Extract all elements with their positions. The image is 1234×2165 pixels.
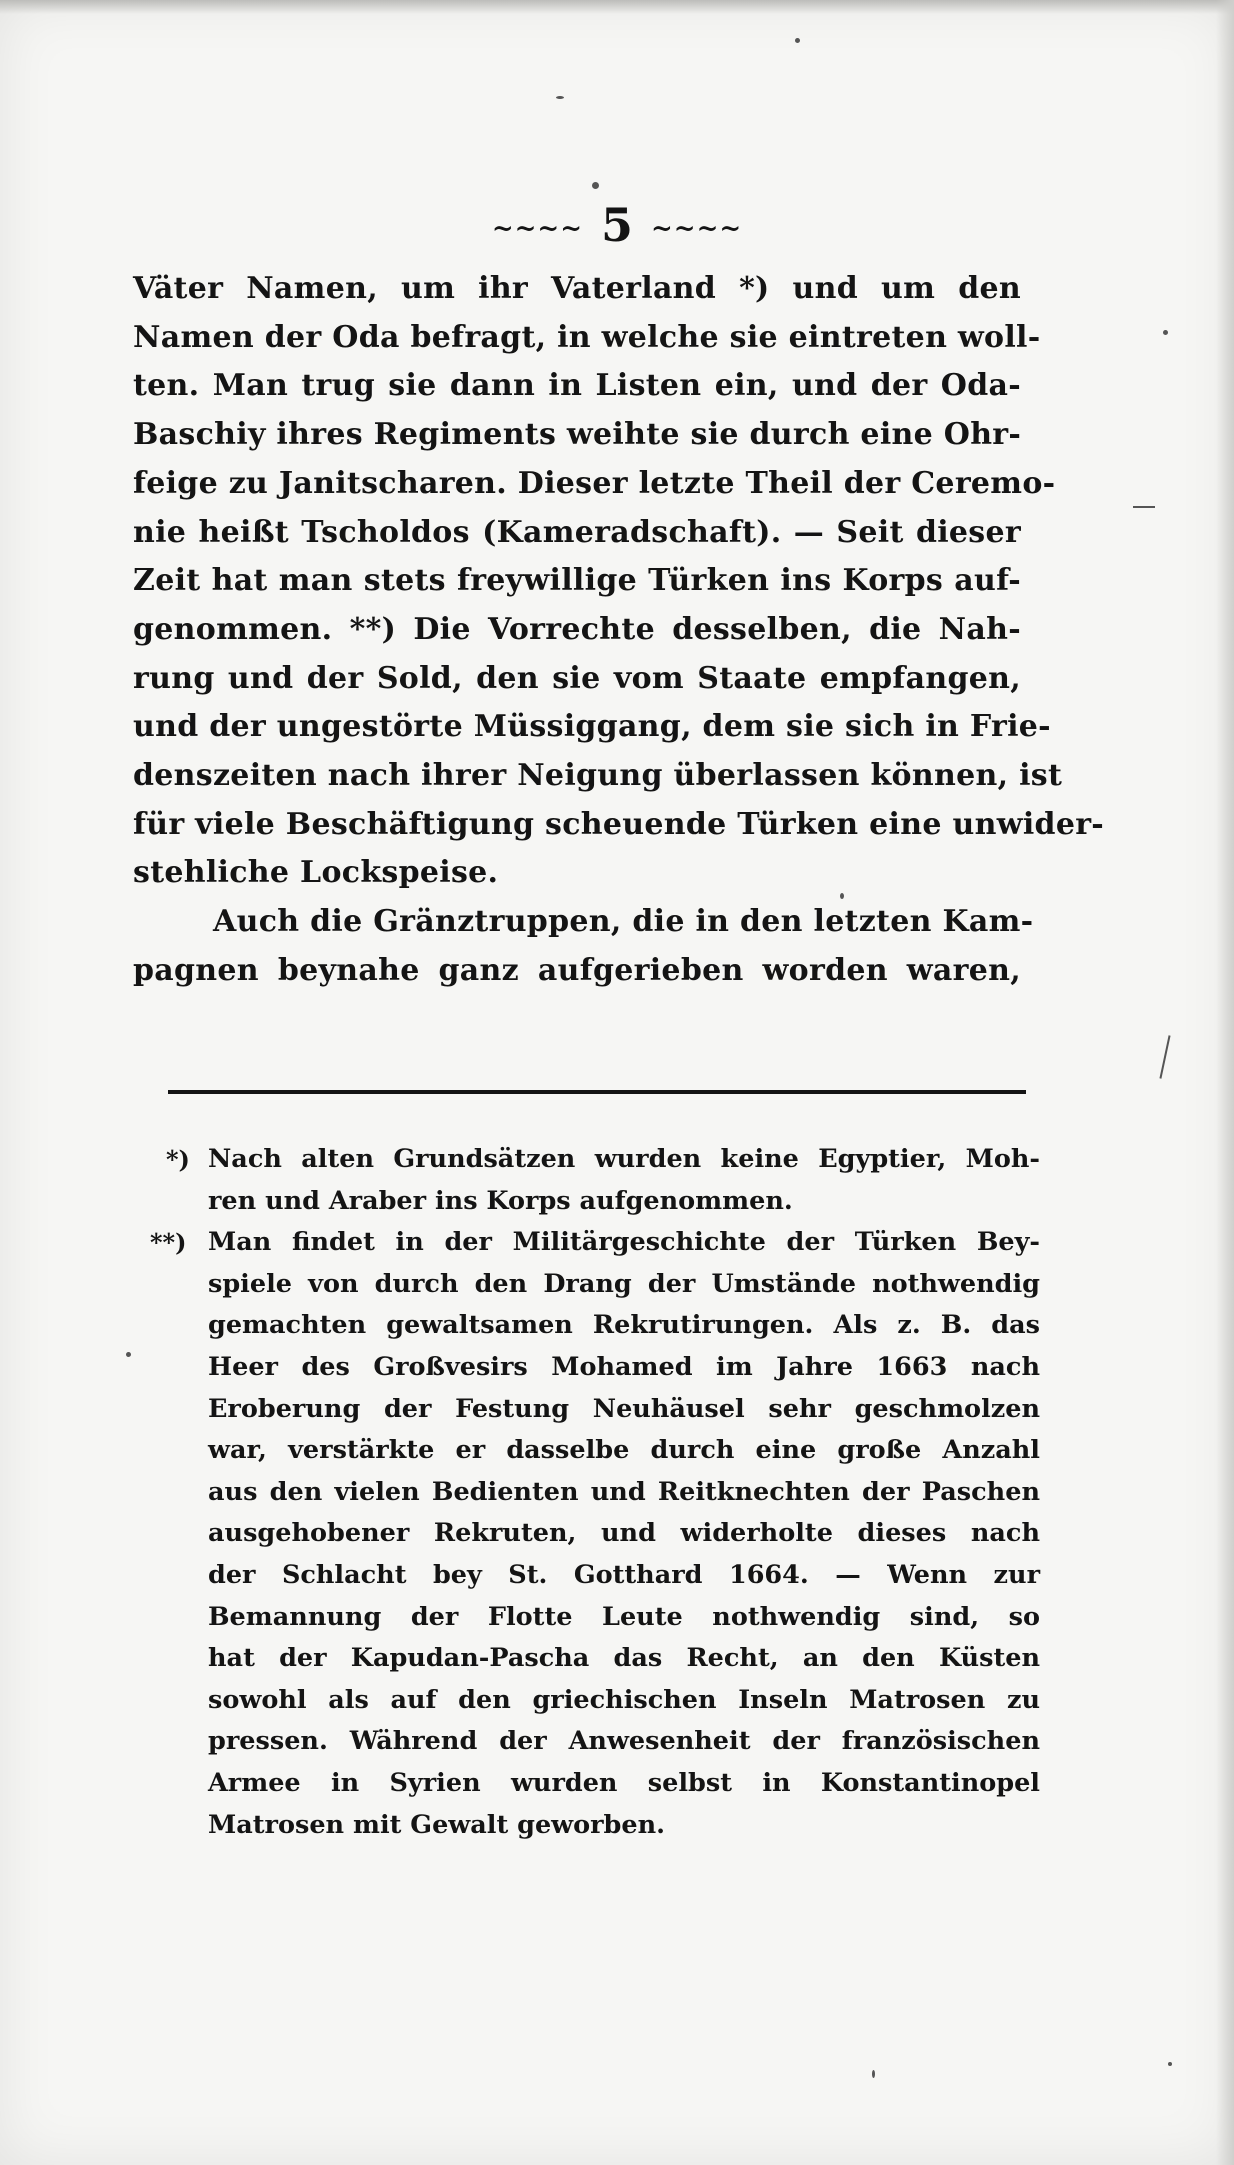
scan-speck — [795, 38, 800, 43]
main-text — [133, 265, 1105, 996]
footnote-line: Eroberung der Festung Neuhäusel sehr geschmolzen — [208, 1393, 1040, 1424]
footnotes — [150, 1139, 1040, 1846]
scan-speck — [1168, 2062, 1172, 2066]
footnote-line: Matrosen mit Gewalt geworben. — [208, 1809, 666, 1840]
scan-speck — [1159, 1035, 1170, 1078]
page-right-edge — [1216, 0, 1234, 2165]
scan-speck — [1163, 330, 1168, 335]
footnote-line: Bemannung der Flotte Leute nothwendig sind, so — [208, 1601, 1040, 1632]
footnote-line: sowohl als auf den griechischen Inseln Matrosen zu — [208, 1684, 1040, 1715]
text-line: nie heißt Tscholdos (Kameradschaft). — Seit dieser — [133, 514, 1021, 550]
footnote-line: hat der Kapudan-Pascha das Recht, an den Küsten — [208, 1643, 1040, 1674]
scan-speck — [840, 893, 844, 899]
text-line: Auch die Gränztruppen, die in den letzten Kam- — [213, 904, 1034, 940]
footnote-line: Nach alten Grundsätzen wurden keine Egyptier, Moh- — [208, 1144, 1040, 1174]
scan-speck — [872, 2070, 875, 2078]
scan-speck — [1133, 506, 1155, 508]
footnote-separator — [168, 1090, 1026, 1094]
footnote-line: Man findet in der Militärgeschichte der Türken Bey- — [208, 1227, 1040, 1258]
footnote-line: aus den vielen Bedienten und Reitknechten der Paschen — [208, 1476, 1040, 1507]
scan-speck — [126, 1352, 131, 1357]
text-line: Namen der Oda befragt, in welche sie eintreten woll- — [133, 319, 1041, 355]
footnote-line: gemachten gewaltsamen Rekrutirungen. Als z. B. das — [208, 1310, 1040, 1341]
text-line: ten. Man trug sie dann in Listen ein, und der Oda- — [133, 368, 1021, 404]
text-line: stehliche Lockspeise. — [133, 855, 499, 891]
footnote-line: ausgehobener Rekruten, und widerholte dieses nach — [208, 1518, 1040, 1549]
text-line: feige zu Janitscharen. Dieser letzte Theil der Ceremo- — [133, 465, 1056, 501]
text-line: denszeiten nach ihrer Neigung überlassen können, ist — [133, 758, 1063, 794]
header-ornament-left: ~~~~ — [491, 214, 583, 244]
page-top-edge — [0, 0, 1234, 14]
scan-speck — [592, 182, 599, 189]
text-line: Väter Namen, um ihr Vaterland *) und um den — [133, 271, 1021, 306]
text-line: genommen. **) Die Vorrechte desselben, die Nah- — [133, 611, 1021, 647]
footnote-marker: *) — [166, 1145, 190, 1174]
footnote-line: spiele von durch den Drang der Umstände nothwendig — [208, 1268, 1040, 1299]
page-header — [0, 195, 1234, 259]
footnote-2 — [150, 1222, 1040, 1846]
text-line: und der ungestörte Müssiggang, dem sie sich in Frie- — [133, 709, 1051, 745]
text-line: für viele Beschäftigung scheuende Türken eine unwider- — [133, 806, 1105, 842]
text-line: rung und der Sold, den sie vom Staate empfangen, — [133, 660, 1021, 696]
scan-speck — [556, 96, 564, 99]
footnote-line: Heer des Großvesirs Mohamed im Jahre 1663 nach — [208, 1351, 1040, 1382]
footnote-line: Armee in Syrien wurden selbst in Konstantinopel — [208, 1767, 1040, 1798]
footnote-line: war, verstärkte er dasselbe durch eine große Anzahl — [208, 1435, 1040, 1466]
footnote-1 — [166, 1139, 1040, 1222]
footnote-line: ren und Araber ins Korps aufgenommen. — [208, 1185, 793, 1216]
footnote-line: der Schlacht bey St. Gotthard 1664. — Wenn zur — [208, 1559, 1040, 1590]
page-number: 5 — [600, 198, 633, 252]
text-line: Zeit hat man stets freywillige Türken ins Korps auf- — [133, 563, 1021, 599]
footnote-line: pressen. Während der Anwesenheit der französischen — [208, 1726, 1040, 1757]
text-line: Baschiy ihres Regiments weihte sie durch eine Ohr- — [133, 417, 1022, 453]
footnote-marker: **) — [150, 1228, 187, 1258]
header-ornament-right: ~~~~ — [651, 214, 743, 244]
text-line: pagnen beynahe ganz aufgerieben worden waren, — [133, 952, 1021, 988]
